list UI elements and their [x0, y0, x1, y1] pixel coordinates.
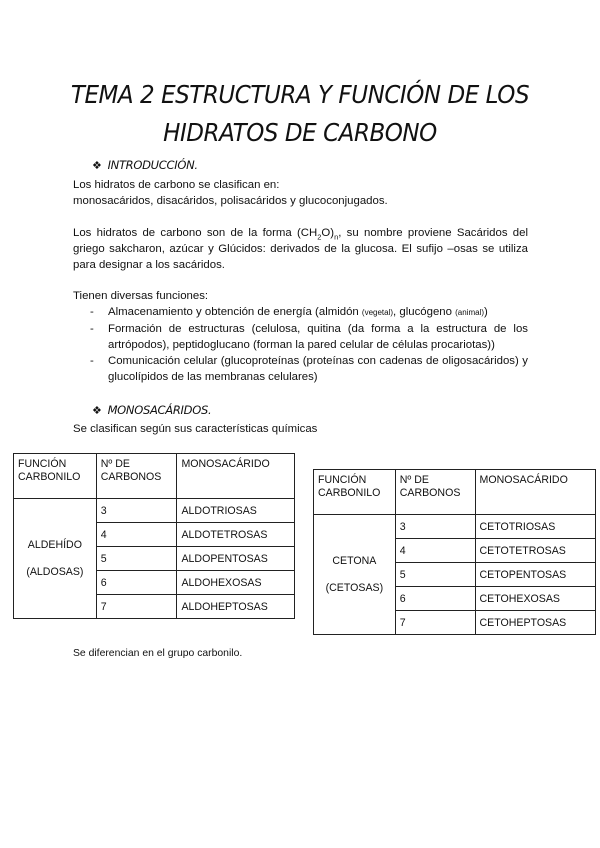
cetosas-table [313, 469, 596, 635]
subscript-2: 2 [317, 232, 322, 242]
header-cell: MONOSACÁRIDO [475, 470, 595, 515]
item-text: ) [484, 306, 488, 318]
title-line-1: TEMA 2 ESTRUCTURA Y FUNCIÓN DE LOS [70, 80, 530, 109]
aldosas-table [13, 453, 295, 619]
table-cell: 6 [96, 571, 177, 595]
item-text: , glucógeno [393, 306, 456, 318]
function-cell [14, 499, 97, 619]
table-cell: 5 [96, 547, 177, 571]
header-cell: FUNCIÓN CARBONILO [14, 454, 97, 499]
list-item [73, 304, 528, 321]
header-cell: Nº DE CARBONOS [395, 470, 475, 515]
table-cell: ALDOTRIOSAS [177, 499, 295, 523]
functions-list [73, 304, 528, 385]
intro-paragraph-1 [73, 177, 528, 209]
intro-heading-text: INTRODUCCIÓN. [107, 158, 198, 172]
dash-bullet: - [90, 355, 94, 367]
carbonyl-note: Se diferencian en el grupo carbonilo. [73, 648, 243, 659]
table-row [14, 499, 295, 523]
function-group: (CETOSAS) [325, 581, 384, 594]
header-cell: FUNCIÓN CARBONILO [314, 470, 396, 515]
diamond-bullet-icon: ❖ [92, 404, 102, 417]
dash-bullet: - [90, 323, 94, 335]
mono-subtitle: Se clasifican según sus características químicas [73, 423, 318, 435]
function-cell [314, 515, 396, 635]
table-header-row [14, 454, 295, 499]
p2-text-b: O) [321, 227, 335, 239]
table-cell: 7 [96, 595, 177, 619]
header-cell: Nº DE CARBONOS [96, 454, 177, 499]
table-header-row [314, 470, 596, 515]
intro-heading [92, 158, 198, 172]
table-cell: 5 [395, 563, 475, 587]
subscript-n: n [334, 232, 339, 242]
table-cell: CETOTETROSAS [475, 539, 595, 563]
table-cell: CETOPENTOSAS [475, 563, 595, 587]
table-cell: 3 [395, 515, 475, 539]
list-item [73, 321, 528, 353]
page-title [24, 76, 576, 152]
mono-heading-text: MONOSACÁRIDOS. [107, 403, 212, 417]
table-cell: CETOHEPTOSAS [475, 611, 595, 635]
table-cell: 7 [395, 611, 475, 635]
table-cell: ALDOTETROSAS [177, 523, 295, 547]
mono-heading [92, 403, 211, 417]
item-small-text: (vegetal) [361, 308, 394, 317]
title-line-2: HIDRATOS DE CARBONO [163, 118, 437, 147]
table-cell: ALDOHEXOSAS [177, 571, 295, 595]
intro-p1-line2: monosacáridos, disacáridos, polisacáridos y glucoconjugados. [73, 195, 388, 207]
p2-text-a: Los hidratos de carbono son de la forma (CH [73, 227, 318, 239]
item-text: Comunicación celular (glucoproteínas (proteínas con cadenas de oligosacáridos) y glucolípidos de las membranas celulares) [108, 355, 528, 383]
intro-paragraph-2 [73, 225, 528, 273]
function-name: CETONA [332, 554, 377, 567]
table-row [314, 515, 596, 539]
p2-text-c: , su nombre proviene Sacáridos del griego sakcharon, azúcar y Glúcidos: derivados de la glucosa. El sufijo –osas se utiliza para designar a los sacáridos. [73, 227, 528, 271]
dash-bullet: - [90, 306, 94, 318]
table-cell: ALDOHEPTOSAS [177, 595, 295, 619]
function-group: (ALDOSAS) [26, 565, 84, 578]
item-text: Almacenamiento y obtención de energía (almidón [108, 306, 362, 318]
list-item [73, 353, 528, 385]
diamond-bullet-icon: ❖ [92, 159, 102, 172]
intro-paragraph-3: Tienen diversas funciones: [73, 290, 209, 302]
table-cell: 6 [395, 587, 475, 611]
header-cell: MONOSACÁRIDO [177, 454, 295, 499]
item-text: Formación de estructuras (celulosa, quitina (da forma a la estructura de los artrópodos), peptidoglucano (forman la pared celular de células procariotas)) [108, 323, 528, 351]
item-small-text: (animal) [455, 308, 485, 317]
intro-p1-line1: Los hidratos de carbono se clasifican en: [73, 179, 280, 191]
table-cell: CETOTRIOSAS [475, 515, 595, 539]
table-cell: ALDOPENTOSAS [177, 547, 295, 571]
table-cell: 4 [395, 539, 475, 563]
table-cell: CETOHEXOSAS [475, 587, 595, 611]
table-cell: 3 [96, 499, 177, 523]
function-name: ALDEHÍDO [27, 538, 82, 551]
table-cell: 4 [96, 523, 177, 547]
